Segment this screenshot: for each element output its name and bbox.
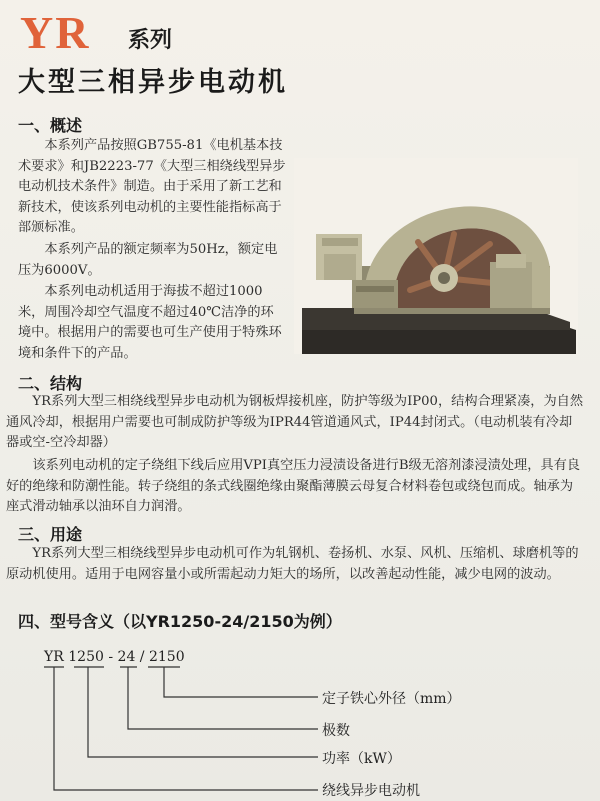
overview-paragraph-1: 本系列产品按照GB755-81《电机基本技术要求》和JB2223-77《大型三相绕线型异步电动机技术条件》制造。由于采用了新工艺和新技术，使该系列电动机的主要性能指标高于部颁标准。 <box>18 138 286 235</box>
motor-illustration <box>294 158 578 354</box>
usage-heading: 三、用途 <box>18 525 83 544</box>
structure-paragraph-1: YR系列大型三相绕线型异步电动机为钢板焊接机座，防护等级为IP00，结构合理紧凑，为自然通风冷却，根据用户需要也可制成防护等级为IPR44管道通风式，IP44封闭式。（电动机装有冷却器或空-空冷却器） <box>6 394 584 450</box>
page-title: 大型三相异步电动机 <box>18 67 288 98</box>
usage-paragraph-1: YR系列大型三相绕线型异步电动机可作为轧钢机、卷扬机、水泵、风机、压缩机、球磨机等的原动机使用。适用于电网容量小或所需起动力矩大的场所，以改善起动性能，减少电网的波动。 <box>6 546 579 582</box>
model-part-diameter: 2150 <box>148 649 185 665</box>
overview-heading: 一、概述 <box>18 116 83 135</box>
overview-paragraph-3: 本系列电动机适用于海拔不超过1000米，周围冷却空气温度不超过40℃洁净的环境中。根据用户的需要也可生产使用于特殊环境和条件下的产品。 <box>18 284 282 361</box>
brand-logo: YR <box>20 7 91 58</box>
model-number: YR 1250 - 24 / 2150 <box>44 649 185 665</box>
model-part-power: 1250 <box>68 649 104 665</box>
series-label: 系列 <box>128 28 173 53</box>
structure-paragraph-2: 该系列电动机的定子绕组下线后应用VPI真空压力浸渍设备进行B级无溶剂漆浸渍处理，具有良好的绝缘和防潮性能。转子绕组的条式线圈绝缘由聚酯薄膜云母复合材料卷包或绕包而成。轴承为座式滑动轴承以油环自力润滑。 <box>6 458 580 514</box>
model-part-poles: 24 <box>117 649 136 665</box>
model-heading: 四、型号含义（以YR1250-24/2150为例） <box>18 612 342 631</box>
motor-photo <box>294 158 578 354</box>
overview-paragraph-2: 本系列产品的额定频率为50Hz，额定电压为6000V。 <box>18 242 278 278</box>
label-power: 功率（kW） <box>322 751 401 767</box>
model-part-series: YR <box>44 649 64 665</box>
label-poles: 极数 <box>322 723 350 739</box>
label-motor-type: 绕线异步电动机 <box>322 783 420 799</box>
label-stator-diameter: 定子铁心外径（mm） <box>322 691 461 707</box>
structure-heading: 二、结构 <box>18 374 83 393</box>
